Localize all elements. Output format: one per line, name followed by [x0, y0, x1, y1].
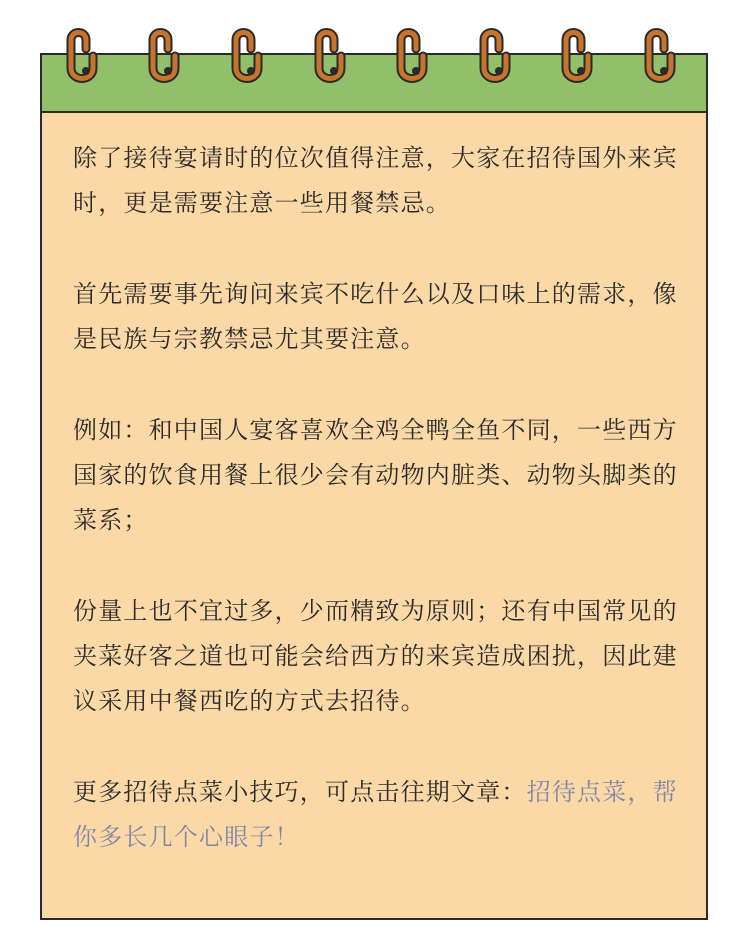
spiral-ring-8-icon	[649, 33, 671, 79]
footer-paragraph	[73, 770, 683, 860]
footer-text: 更多招待点菜小技巧，可点击往期文章：	[73, 778, 527, 806]
spiral-ring-2-icon	[153, 33, 175, 79]
paragraph-3: 例如：和中国人宴客喜欢全鸡全鸭全鱼不同，一些西方国家的饮食用餐上很少会有动物内脏类、动物头脚类的菜系；	[73, 416, 678, 534]
article-content	[73, 136, 683, 860]
spiral-ring-1-icon	[71, 33, 93, 79]
paragraph-1: 除了接待宴请时的位次值得注意，大家在招待国外来宾时，更是需要注意一些用餐禁忌。	[73, 144, 678, 217]
spiral-ring-3-icon	[236, 33, 258, 79]
spiral-ring-5-icon	[401, 33, 423, 79]
article-link[interactable]: 招待点菜，帮你多长几个心眼子！	[73, 778, 678, 851]
spiral-rings	[0, 0, 750, 100]
paragraph-4: 份量上也不宜过多，少而精致为原则；还有中国常见的夹菜好客之道也可能会给西方的来宾造成困扰，因此建议采用中餐西吃的方式去招待。	[73, 597, 678, 715]
spiral-ring-6-icon	[484, 33, 506, 79]
spiral-ring-7-icon	[566, 33, 588, 79]
paragraph-2: 首先需要事先询问来宾不吃什么以及口味上的需求，像是民族与宗教禁忌尤其要注意。	[73, 280, 678, 353]
spiral-ring-4-icon	[319, 33, 341, 79]
